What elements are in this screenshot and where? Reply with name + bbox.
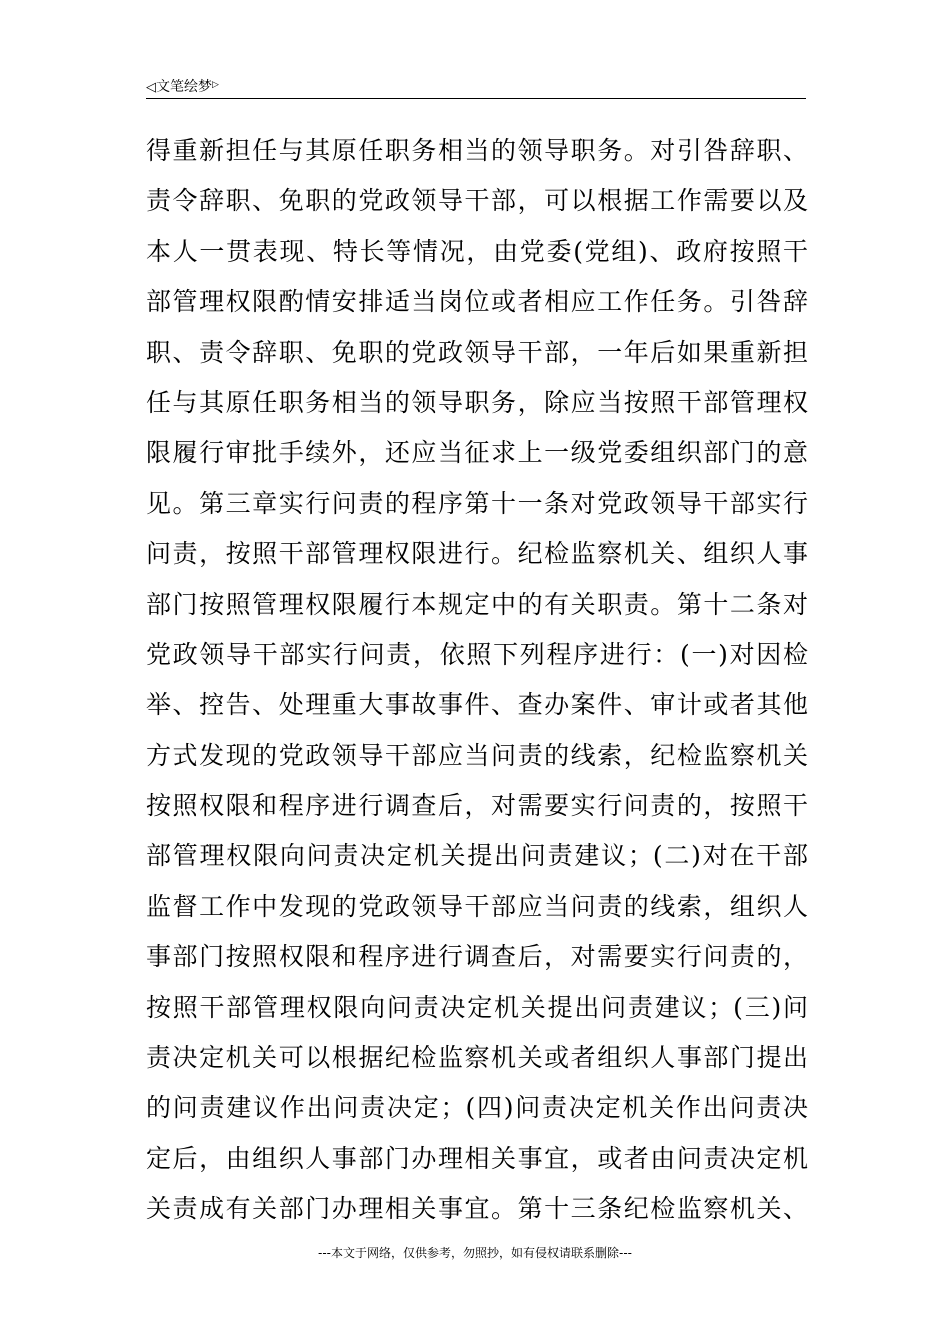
body-line: 部管理权限酌情安排适当岗位或者相应工作任务。引咎辞 xyxy=(146,287,808,317)
left-triangle-icon: ◁ xyxy=(146,80,156,95)
body-line: 本人一贯表现、特长等情况，由党委(党组)、政府按照干 xyxy=(146,236,808,266)
body-line: 的问责建议作出问责决定；(四)问责决定机关作出问责决 xyxy=(146,1093,808,1123)
body-line: 事部门按照权限和程序进行调查后，对需要实行问责的， xyxy=(146,942,808,972)
body-line: 党政领导干部实行问责，依照下列程序进行：(一)对因检 xyxy=(146,639,808,669)
body-line: 责决定机关可以根据纪检监察机关或者组织人事部门提出 xyxy=(146,1043,808,1073)
page-footer: ---本文于网络，仅供参考，勿照抄，如有侵权请联系删除--- xyxy=(318,1246,632,1260)
right-triangle-icon: ▷ xyxy=(212,80,219,90)
body-line: 部门按照管理权限履行本规定中的有关职责。第十二条对 xyxy=(146,589,808,619)
body-line: 关责成有关部门办理相关事宜。第十三条纪检监察机关、 xyxy=(146,1194,808,1224)
body-line: 举、控告、处理重大事故事件、查办案件、审计或者其他 xyxy=(146,690,808,720)
body-line: 定后，由组织人事部门办理相关事宜，或者由问责决定机 xyxy=(146,1143,808,1173)
body-line: 部管理权限向问责决定机关提出问责建议；(二)对在干部 xyxy=(146,841,808,871)
document-body xyxy=(146,126,808,1235)
body-line: 按照干部管理权限向问责决定机关提出问责建议；(三)问 xyxy=(146,992,808,1022)
body-line: 得重新担任与其原任职务相当的领导职务。对引咎辞职、 xyxy=(146,136,808,165)
body-line: 限履行审批手续外，还应当征求上一级党委组织部门的意 xyxy=(146,438,808,468)
body-line: 问责，按照干部管理权限进行。纪检监察机关、组织人事 xyxy=(146,539,808,569)
header-title-group xyxy=(146,76,219,97)
body-line: 按照权限和程序进行调查后，对需要实行问责的，按照干 xyxy=(146,791,808,821)
body-line: 责令辞职、免职的党政领导干部，可以根据工作需要以及 xyxy=(146,186,808,216)
body-line: 见。第三章实行问责的程序第十一条对党政领导干部实行 xyxy=(146,488,808,518)
body-line: 方式发现的党政领导干部应当问责的线索，纪检监察机关 xyxy=(146,740,808,770)
header-title: 文笔绘梦 xyxy=(156,79,212,95)
body-line: 任与其原任职务相当的领导职务，除应当按照干部管理权 xyxy=(146,387,808,417)
page-header xyxy=(146,74,806,99)
body-line: 监督工作中发现的党政领导干部应当问责的线索，组织人 xyxy=(146,891,808,921)
body-line: 职、责令辞职、免职的党政领导干部，一年后如果重新担 xyxy=(146,337,808,367)
